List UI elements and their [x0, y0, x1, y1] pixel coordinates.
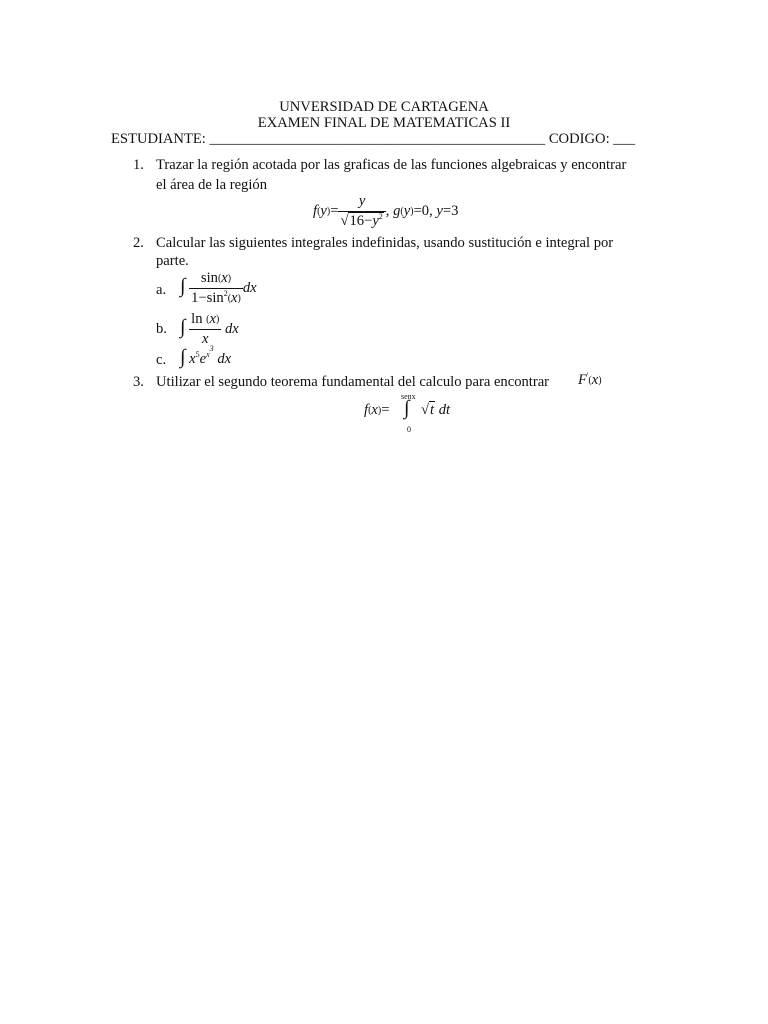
question-3-derivative: F'(x) [578, 371, 602, 388]
question-3-text-line1: Utilizar el segundo teorema fundamental del calculo para encontrar [156, 374, 550, 390]
student-line [111, 131, 635, 148]
question-1-text-line1: Trazar la región acotada por las graficas de las funciones algebraicas y encontrar [156, 157, 627, 173]
exam-title: EXAMEN FINAL DE MATEMATICAS II [257, 115, 511, 131]
item-c-label: c. [156, 352, 167, 368]
integral-sign: ∫ [404, 397, 410, 419]
integral-lower-limit: 0 [407, 425, 411, 434]
question-2-number: 2. [133, 235, 144, 251]
question-3-number: 3. [133, 374, 144, 390]
item-b-integral: ∫ $\frac{\ln (x)}{x}$ dx [180, 311, 239, 347]
item-c-integral: ∫ $x^5e^{x^3}$ dx [180, 344, 232, 368]
question-1-formula: f(y)= $\frac{y}{√16-y^2}$ , g(y)=0, y=3 [313, 193, 459, 229]
question-2-text-line2: parte. [156, 253, 189, 269]
integral-upper-limit: senx [401, 392, 416, 401]
question-1-number: 1. [133, 157, 144, 173]
item-b-label: b. [156, 321, 167, 337]
item-a-label: a. [156, 282, 167, 298]
fraction: $\frac{y}{√16-y^2}$ [338, 193, 385, 230]
question-3-formula: f(x)= [364, 402, 390, 418]
question-1-text-line2: el área de la región [156, 177, 268, 193]
item-a-integral: ∫ $\frac{\sin(x)}{1-\sin^2(x)}$ dx [180, 270, 257, 306]
question-2-text-line1: Calcular las siguientes integrales indefinidas, usando sustitución e integral por [156, 235, 614, 251]
university-title: UNVERSIDAD DE CARTAGENA [279, 99, 489, 115]
integrand: √t dt [421, 402, 451, 418]
code-label: CODIGO: ___ [548, 131, 636, 147]
student-label: ESTUDIANTE: ______________________________________________ [111, 131, 546, 147]
